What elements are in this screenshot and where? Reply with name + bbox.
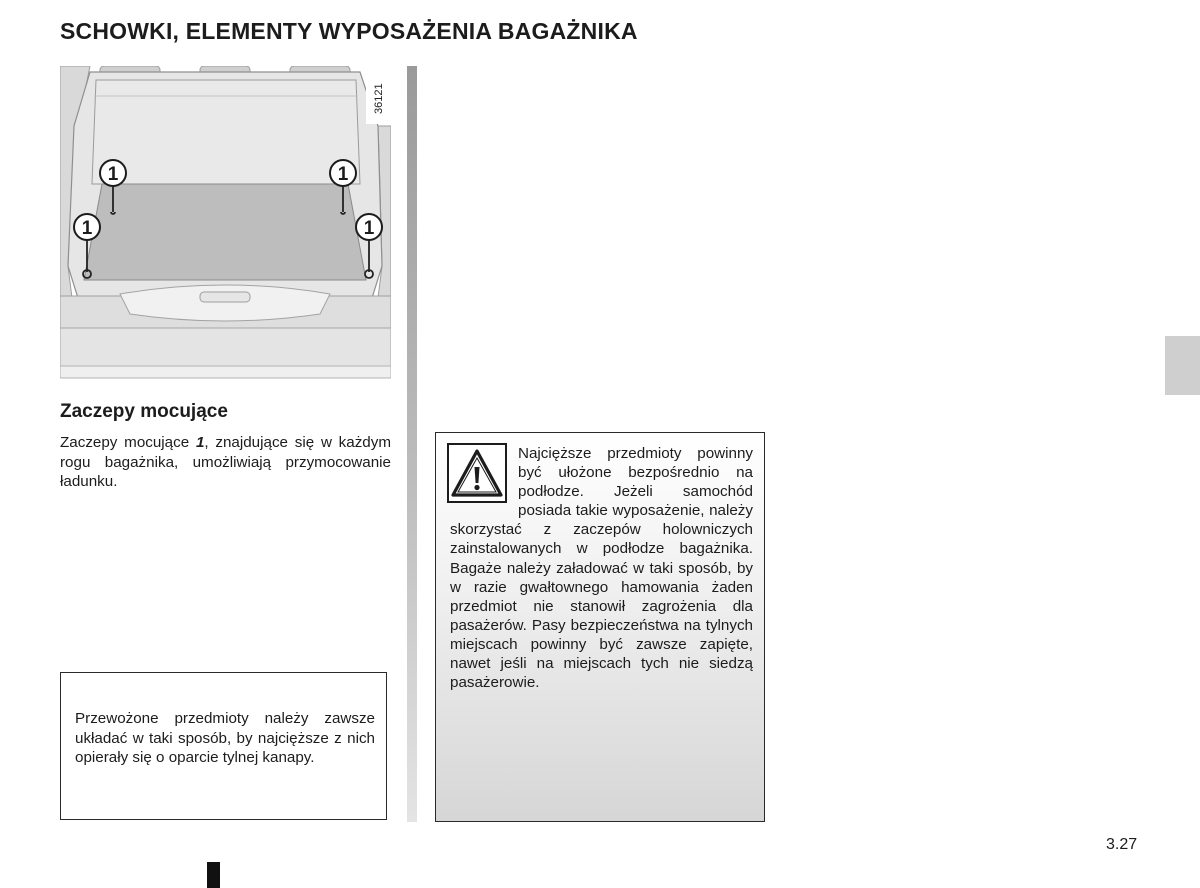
print-mark (207, 862, 220, 888)
callout-1-rear-left (100, 160, 126, 186)
warning-box (435, 432, 765, 822)
section-body-post: , znajdujące się w każdym rogu bagażnika, umożliwiają przymocowanie ładunku. (60, 434, 391, 490)
section-heading: Zaczepy mocujące (60, 401, 228, 422)
trunk-diagram-icon (60, 66, 391, 392)
callout-label: 1 (363, 218, 375, 239)
page-number: 3.27 (1106, 836, 1138, 853)
section-body-pre: Zaczepy mocujące (60, 434, 196, 451)
page-title: SCHOWKI, ELEMENTY WYPOSAŻENIA BAGAŻNIKA (60, 18, 638, 44)
section-body-ref: 1 (195, 434, 205, 451)
callout-label: 1 (81, 218, 93, 239)
callout-1-rear-right (330, 160, 356, 186)
column-divider (407, 66, 417, 822)
note-box (60, 672, 387, 820)
chapter-tab (1165, 336, 1200, 395)
callout-1-front-right (356, 214, 382, 240)
callout-1-front-left (74, 214, 100, 240)
section-body (60, 433, 391, 492)
callout-label: 1 (107, 164, 119, 185)
callout-label: 1 (337, 164, 349, 185)
trunk-illustration (60, 66, 391, 392)
note-text: Przewożone przedmioty należy zawsze układać w taki sposób, by najcięższe z nich opierały się o oparcie tylnej kanapy. (75, 710, 375, 766)
warning-text: Najcięższe przedmioty powinny być ułożone bezpośrednio na podłodze. Jeżeli samochód posiada takie wyposażenie, należy skorzystać z zaczepów holowniczych zainstalowanych w podłodze bagażnika. Bagaże należy załadować w taki sposób, by w razie gwałtownego hamowania żaden przedmiot nie stanowił zagrożenia dla pasażerów. Pasy bezpieczeństwa na tylnych miejscach powinny być zawsze zapięte, nawet jeśli na miejscach tych nie siedzą pasażerowie. (450, 445, 753, 692)
figure-code: 36121 (373, 83, 385, 114)
